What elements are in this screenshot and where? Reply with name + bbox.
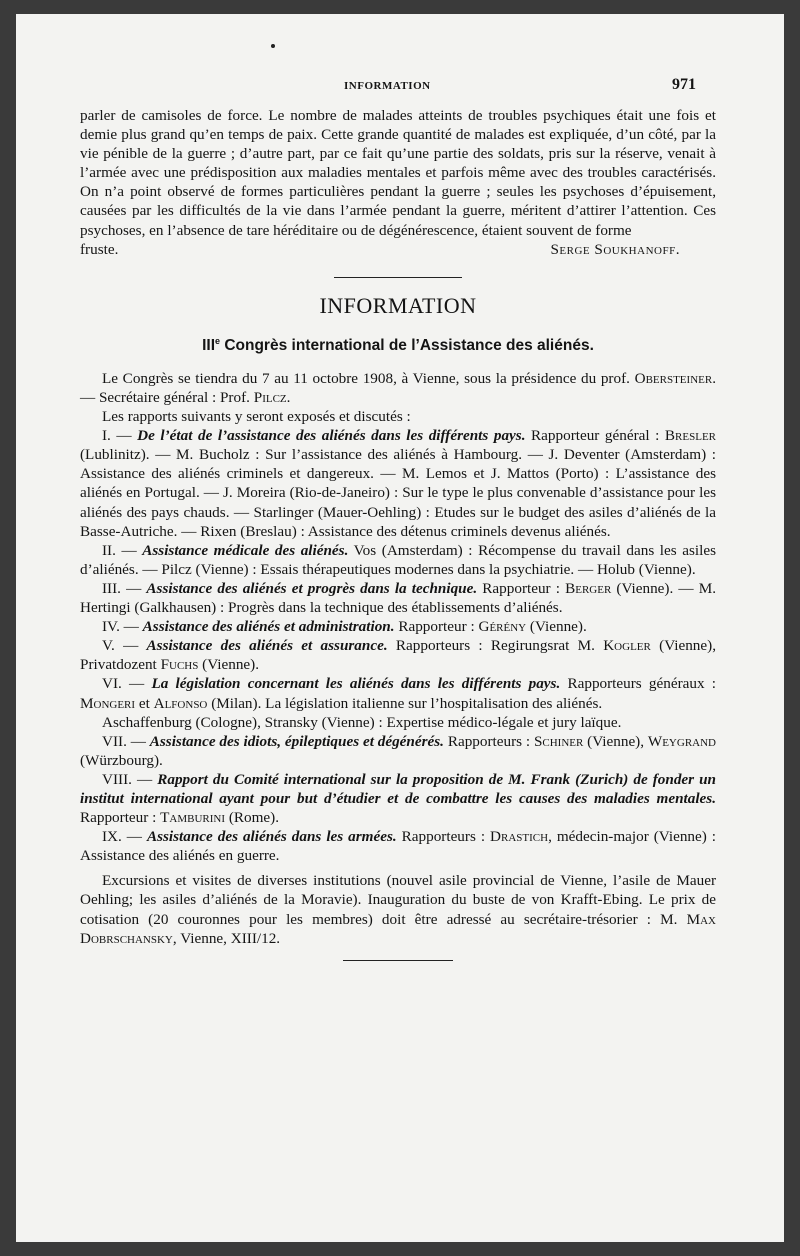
section-subtitle [80,330,716,357]
intro-last-word: fruste. [80,240,119,258]
report-1-number: I. — [102,427,138,445]
report-9-text-a: Rapporteurs : [396,828,491,846]
report-7-text-c: (Würzbourg). [80,751,163,769]
report-5 [80,636,716,674]
report-4 [80,617,716,636]
report-4-text-a: Rapporteur : [394,618,479,636]
report-4-rapporteur: Gérény [478,618,527,636]
report-7 [80,732,716,770]
president-name: Obersteiner [634,369,713,387]
report-9-title: Assistance des aliénés dans les armées. [146,828,397,846]
subtitle-sup: e [215,335,221,346]
closing-paragraph [80,871,716,947]
report-1-rapporteur: Bresler [664,427,717,445]
report-7-text-b: (Vienne), [583,732,648,750]
report-7-rapporteur-1: Schiner [533,732,584,750]
report-3-number: III. — [102,579,147,597]
report-9-text-b: , médecin-major (Vienne) : Assistance des aliénés en guerre. [80,828,716,865]
running-head [16,76,784,96]
report-5-title: Assistance des aliénés et assurance. [146,637,388,655]
page-body [80,106,716,961]
report-6-title: La législation concernant les aliénés dans les différents pays. [151,675,561,693]
report-6-extra: Aschaffenburg (Cologne), Stransky (Vienne) : Expertise médico-légale et jury laïque. [102,713,622,731]
report-9-rapporteur: Drastich [490,828,549,846]
report-6-text-c: (Milan). La législation italienne sur l’hospitalisation des aliénés. [207,694,603,712]
subtitle-text: Congrès international de l’Assistance des aliénés. [220,336,594,354]
secretary-name: Pilcz [253,389,287,406]
report-5-text-c: (Vienne). [198,656,260,674]
p1-text-a: Le Congrès se tiendra du 7 au 11 octobre 1908, à Vienne, sous la présidence du prof. [102,369,635,387]
report-7-title: Assistance des idiots, épileptiques et dégénérés. [149,732,444,750]
p1-text-c: . [286,389,291,406]
report-6-rapporteur-2: Alfonso [153,694,208,712]
report-5-text-a: Rapporteurs : Regirungsrat M. [387,637,604,655]
p1-text-b: . — Secrétaire général : Prof. [80,369,716,406]
report-6-text-a: Rapporteurs généraux : [560,675,716,693]
report-4-number: IV. — [102,618,143,636]
report-8 [80,770,716,827]
subtitle-roman: III [202,336,216,354]
congress-paragraph [80,369,716,407]
page-number: 971 [672,76,696,93]
treasurer-name: Max Dobrschansky [80,910,716,947]
report-3-rapporteur: Berger [565,579,612,597]
report-9 [80,827,716,865]
report-8-text-b: (Rome). [225,809,280,827]
report-5-rapporteur-1: Kogler [603,637,651,655]
report-3-text-a: Rapporteur : [477,579,566,597]
report-9-number: IX. — [102,828,147,846]
report-1 [80,426,716,541]
report-8-title: Rapport du Comité international sur la proposition de M. Frank (Zurich) de fonder un institut international ayant pour but d’étudier et de combattre les causes des maladies mentales. [80,770,717,807]
report-3-text-b: (Vienne). — M. Hertingi (Galkhausen) : Progrès dans la technique des établissements d’aliénés. [80,579,716,617]
report-5-rapporteur-2: Fuchs [160,656,199,674]
ink-spot [271,44,275,48]
report-6-text-b: et [135,694,154,712]
report-6-number: VI. — [102,675,152,693]
report-2-number: II. — [102,541,143,559]
report-2 [80,541,716,579]
report-6-rapporteur-1: Mongeri [80,694,136,712]
report-5-number: V. — [102,637,147,655]
intro-closing-line [80,240,716,259]
closing-text-a: Excursions et visites de diverses institutions (nouvel asile provincial de Vienne, l’asile de Mauer Oehling; les asiles d’aliénés de la Moravie). Inauguration du buste de von Krafft-Ebing. Le prix de cotisation (20 couronnes pour les membres) doit être adressé au secrétaire-trésorier : M. [80,872,716,928]
document-page [16,14,784,1242]
closing-text-b: , Vienne, XIII/12. [172,929,281,947]
report-7-text-a: Rapporteurs : [443,732,534,750]
report-7-number: VII. — [102,732,150,750]
report-8-rapporteur: Tamburini [160,809,226,827]
intro-paragraph [80,106,716,240]
section-divider [334,277,462,278]
report-2-text: Vos (Amsterdam) : Récompense du travail dans les asiles d’aliénés. — Pilcz (Vienne) : Essais thérapeutiques modernes dans la psychiatrie. — Holub (Vienne). [80,541,716,578]
report-1-text-b: (Lublinitz). — M. Bucholz : Sur l’assistance des aliénés à Hambourg. — J. Deventer (Amsterdam) : Assistance des aliénés criminels et dangereux. — M. Lemos et J. Mattos (Porto) : L’assistance des aliénés en Portugal. — J. Moreira (Rio-de-Janeiro) : Sur le type le plus convenable d’assistance pour les aliénés des pays chauds. — Starlinger (Mauer-Oehling) : Etudes sur le budget des asiles d’aliénés de la Basse-Autriche. — Rixen (Breslau) : Assistance des détenus criminels devenus aliénés. [80,446,716,540]
report-1-text-a: Rapporteur général : [525,427,665,445]
report-2-title: Assistance médicale des aliénés. [142,541,349,559]
report-6 [80,674,716,712]
section-title: INFORMATION [319,292,477,318]
intro-text: parler de camisoles de force. Le nombre de malades atteints de troubles psychiques était une fois et demie plus grand qu’en temps de paix. Cette grande quantité de malades est expliquée, d’un côté, par la vie pénible de la guerre ; d’autre part, par ce fait qu’une partie des soldats, pris sur la réserve, venait à l’armée avec une prédisposition aux maladies mentales et parfois même avec des troubles caractérisés. On n’a point observé de formes particulières pendant la guerre ; seules les psychoses d’épuisement, causées par les difficultés de la vie dans l’armée pendant la guerre, méritent d’attirer l’attention. Ces psychoses, en l’absence de tare héréditaire ou de dégénérescence, étaient souvent de forme [80,107,716,239]
report-8-text-a: Rapporteur : [80,809,161,827]
end-divider [343,960,453,961]
signature: Serge Soukhanoff. [550,240,680,258]
report-3 [80,579,716,617]
report-4-text-b: (Vienne). [526,618,587,636]
report-4-title: Assistance des aliénés et administration. [142,618,395,636]
reports-intro: Les rapports suivants y seront exposés et discutés : [102,408,411,426]
report-8-number: VIII. — [102,770,158,788]
running-head-title: INFORMATION [344,80,431,92]
report-1-title: De l’état de l’assistance des aliénés dans les différents pays. [137,427,526,445]
report-7-rapporteur-2: Weygrand [647,732,716,750]
report-3-title: Assistance des aliénés et progrès dans la technique. [146,579,478,597]
report-5-text-b: (Vienne), Privatdozent [80,637,716,674]
